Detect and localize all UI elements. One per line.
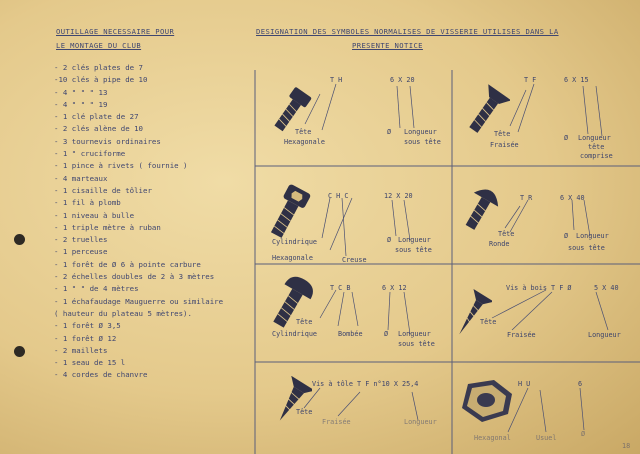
tcb-length: Longueur (398, 330, 431, 338)
screw-tr-icon (458, 184, 502, 236)
tr-code: T R (520, 194, 533, 202)
list-item: - 4 marteaux (54, 173, 108, 183)
list-item: - 1 triple mètre à ruban (54, 222, 161, 232)
screw-chc-icon (264, 184, 312, 242)
chc-length-note: sous tête (395, 246, 432, 254)
tole-length: Longueur (404, 418, 437, 426)
list-item: - 1 forêt Ø 3,5 (54, 321, 121, 331)
list-item: - 1 clé plate de 27 (54, 112, 139, 122)
tools-heading-line2: LE MONTAGE DU CLUB (56, 41, 142, 50)
tcb-code: T C B (330, 284, 351, 292)
page-mark: 18 (622, 442, 631, 450)
hu-head-type: Hexagonal (474, 434, 511, 442)
chc-diameter: Ø (387, 236, 392, 244)
tr-length-note: sous tête (568, 244, 605, 252)
tcb-head-type: Cylindrique (272, 330, 318, 338)
tf-head-type: Fraisée (490, 141, 519, 149)
bois-length: Longueur (588, 331, 621, 339)
tf-head-label: Tête (494, 130, 511, 138)
list-item: - 2 clés alène de 10 (54, 124, 143, 134)
tcb-head-label: Tête (296, 318, 313, 326)
list-item: - 1 niveau à bulle (54, 210, 135, 220)
list-item: - 2 maillets (54, 345, 108, 355)
tf-length-note2: comprise (580, 152, 613, 160)
symbols-heading-line2: PRESENTE NOTICE (352, 41, 423, 50)
tole-code: Vis à tôle T F n°10 X 25,4 (312, 380, 419, 388)
tf-code: T F (524, 76, 537, 84)
bois-size: 5 X 40 (594, 284, 619, 292)
list-item: - 1 " " de 4 mètres (54, 284, 139, 294)
list-item: - 1 fil à plomb (54, 198, 121, 208)
screw-bois-icon (452, 288, 492, 340)
list-item: - 1 seau de 15 l (54, 358, 126, 368)
nut-hu-icon (454, 376, 516, 426)
chc-head-label: Cylindrique (272, 238, 318, 246)
tf-size: 6 X 15 (564, 76, 589, 84)
chc-head-type2: Creuse (342, 256, 367, 264)
chc-length: Longueur (398, 236, 431, 244)
list-item: - 2 échelles doubles de 2 à 3 mètres (54, 272, 215, 282)
tole-head-type: Fraisée (322, 418, 351, 426)
th-code: T H (330, 76, 343, 84)
hu-head-type2: Usuel (536, 434, 557, 442)
list-item: - 2 truelles (54, 235, 108, 245)
tr-head-type: Ronde (489, 240, 510, 248)
chc-size: 12 X 20 (384, 192, 413, 200)
list-item: -10 clés à pipe de 10 (54, 75, 148, 85)
list-item: - 1 " cruciforme (54, 149, 126, 159)
list-item: - 1 pince à rivets ( fournie ) (54, 161, 188, 171)
tf-length-note1: tête (588, 143, 605, 151)
tr-length: Longueur (576, 232, 609, 240)
tcb-head-type2: Bombée (338, 330, 363, 338)
bois-code: Vis à bois T F Ø (506, 284, 572, 292)
screw-tole-icon (272, 376, 312, 426)
hu-size: 6 (578, 380, 583, 388)
th-length-note: sous tête (404, 138, 441, 146)
tf-diameter: Ø (564, 134, 569, 142)
list-item: - 1 cisaille de tôlier (54, 185, 152, 195)
tole-head-label: Tête (296, 408, 313, 416)
tr-diameter: Ø (564, 232, 569, 240)
list-item: - 4 " " " 19 (54, 99, 108, 109)
list-item: - 1 échafaudage Mauguerre ou similaire (54, 296, 224, 306)
list-item: - 3 tournevis ordinaires (54, 136, 161, 146)
list-item: - 4 cordes de chanvre (54, 370, 148, 380)
th-length: Longueur (404, 128, 437, 136)
list-item: - 4 " " " 13 (54, 87, 108, 97)
bois-head-label: Tête (480, 318, 497, 326)
chc-code: C H C (328, 192, 349, 200)
list-item: - 1 perceuse (54, 247, 108, 257)
hu-diameter: Ø (581, 430, 586, 438)
list-item: ( hauteur du plateau 5 mètres). (54, 308, 192, 318)
list-item: - 1 forêt de Ø 6 à pointe carbure (54, 259, 201, 269)
hu-code: H U (518, 380, 531, 388)
tools-heading-line1: OUTILLAGE NECESSAIRE POUR (56, 27, 175, 36)
tr-size: 6 X 40 (560, 194, 585, 202)
list-item: - 1 forêt Ø 12 (54, 333, 117, 343)
tcb-diameter: Ø (384, 330, 389, 338)
tf-length: Longueur (578, 134, 611, 142)
tcb-length-note: sous tête (398, 340, 435, 348)
list-item: - 2 clés plates de 7 (54, 63, 143, 72)
symbols-heading-line1: DESIGNATION DES SYMBOLES NORMALISES DE VISSERIE UTILISES DANS LA (256, 27, 559, 36)
th-head-label: Tête (295, 128, 312, 136)
tr-head-label: Tête (498, 230, 515, 238)
th-diameter: Ø (387, 128, 392, 136)
tcb-size: 6 X 12 (382, 284, 407, 292)
th-size: 6 X 20 (390, 76, 415, 84)
bois-head-type: Fraisée (507, 331, 536, 339)
th-head-type: Hexagonale (284, 138, 325, 146)
chc-head-type: Hexagonale (272, 254, 313, 262)
